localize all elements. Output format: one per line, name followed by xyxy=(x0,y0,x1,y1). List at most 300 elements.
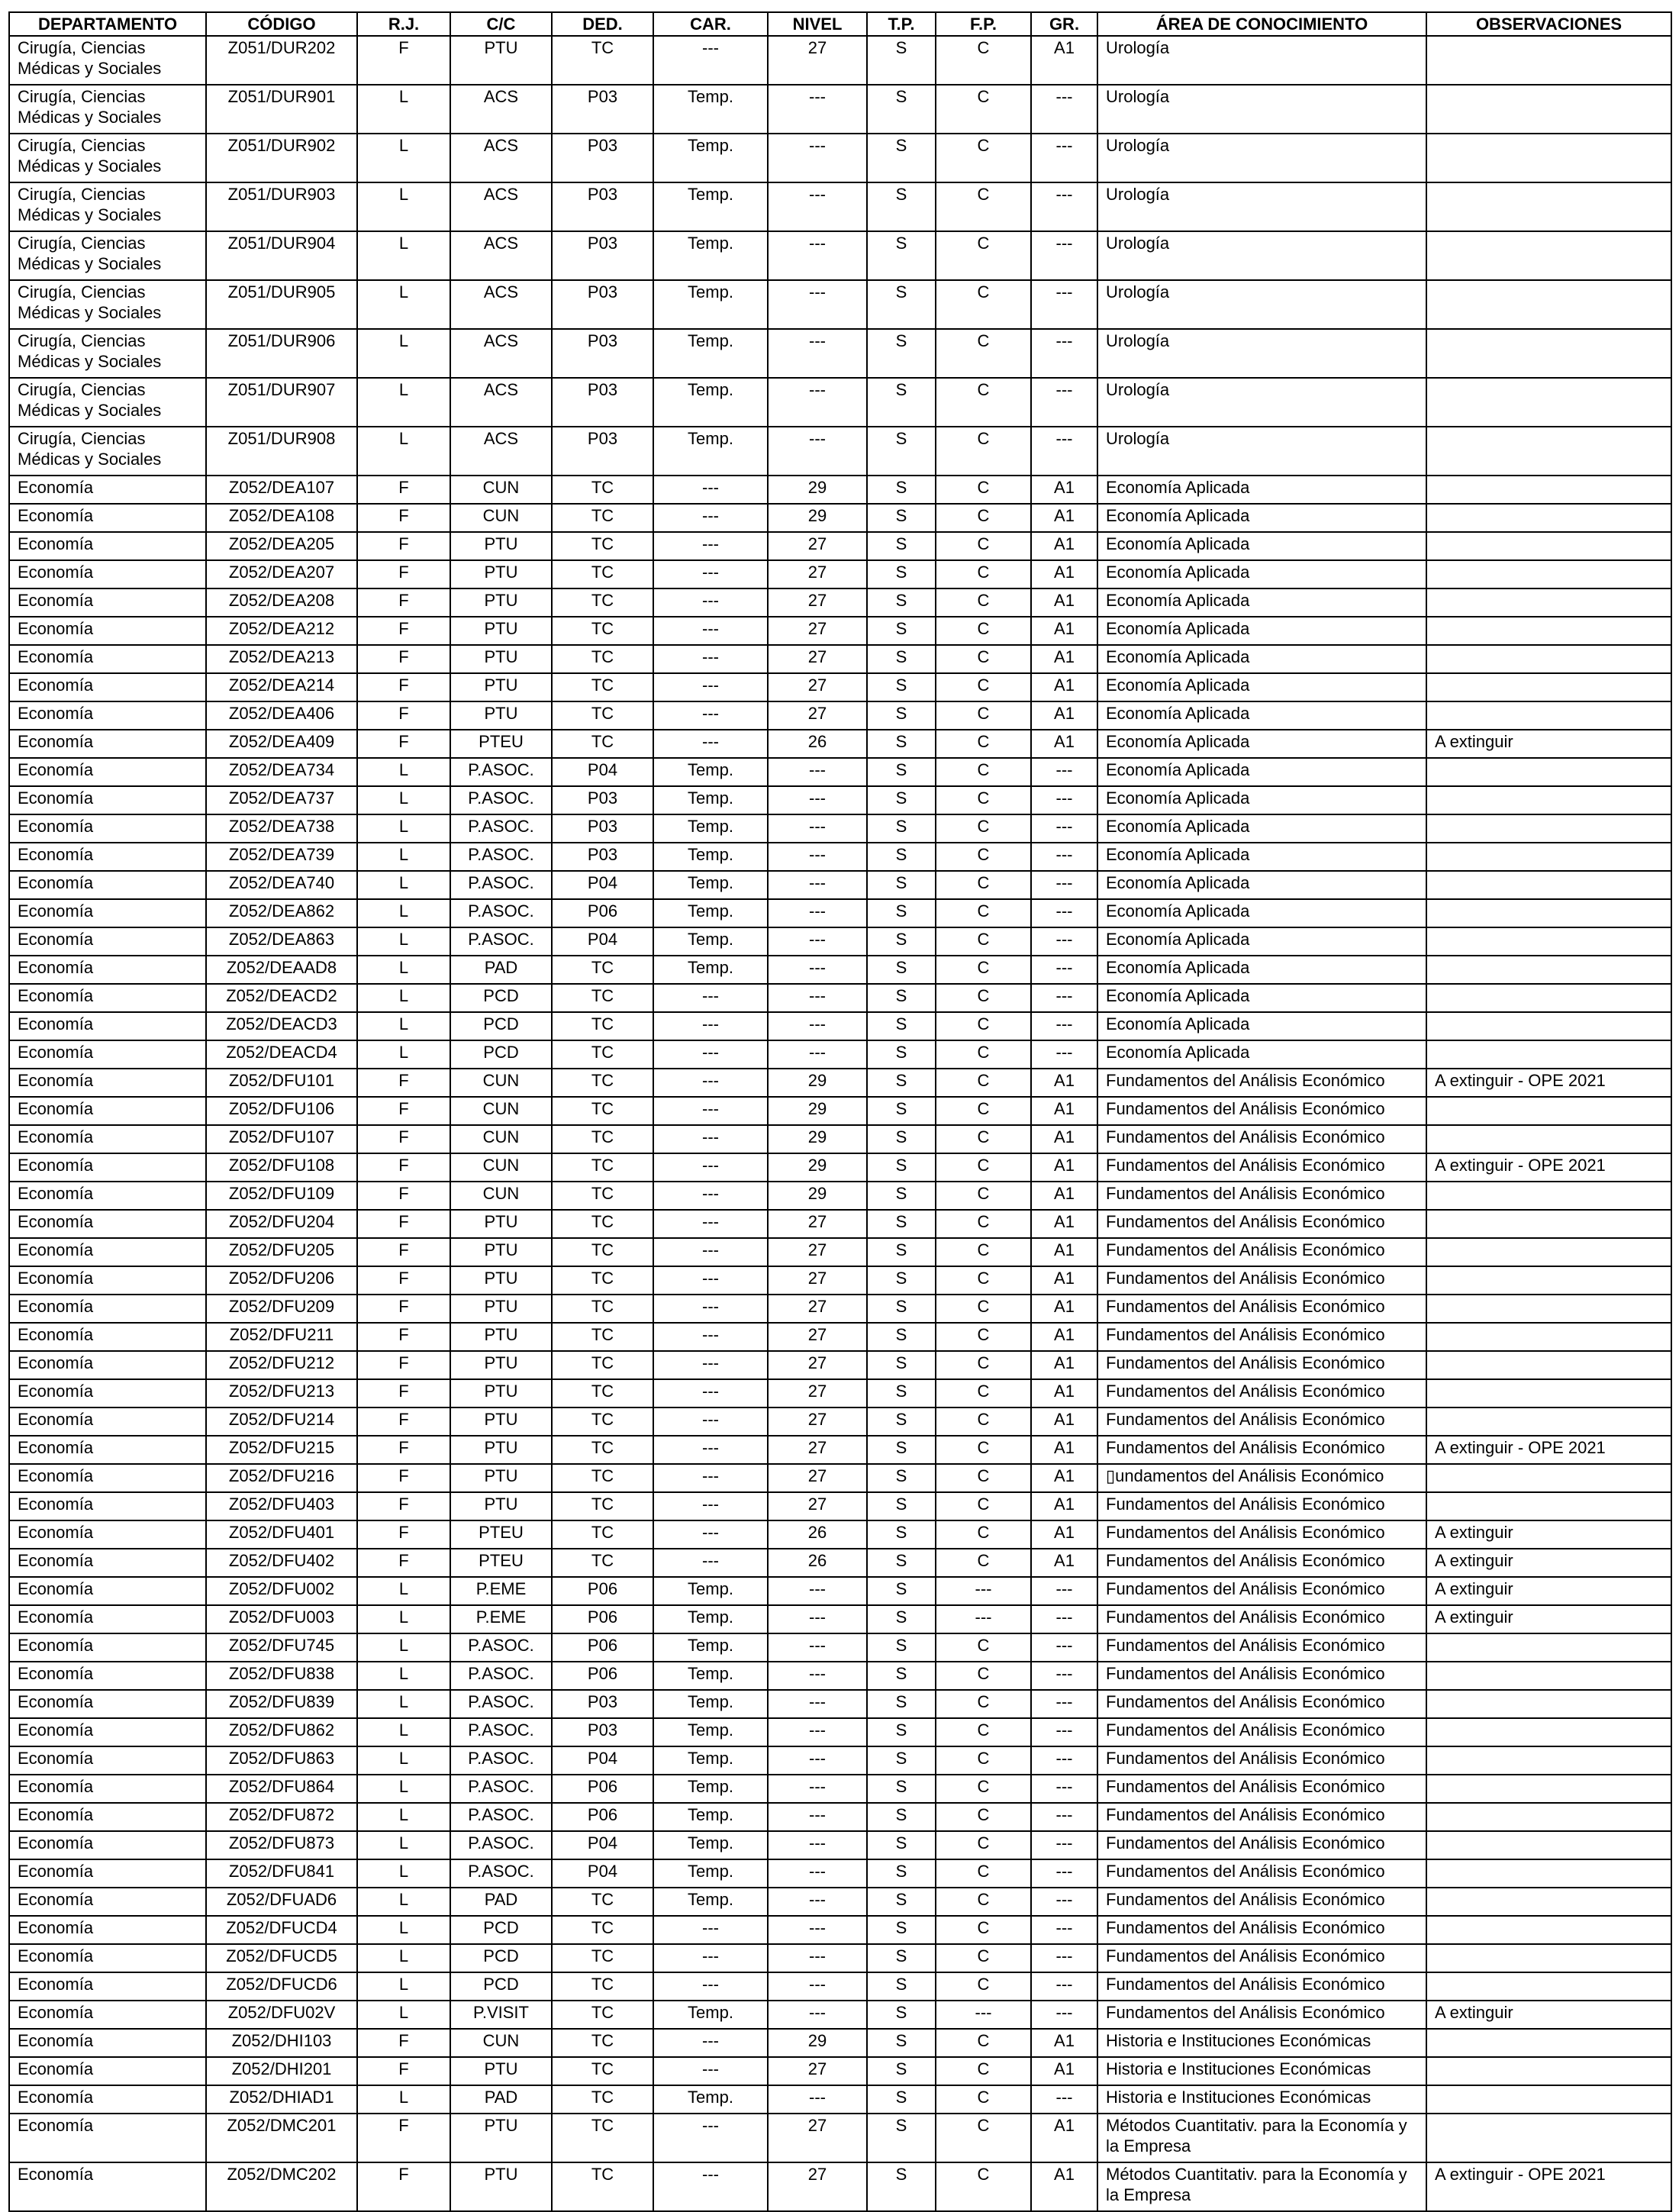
cell-codigo: Z052/DFU841 xyxy=(206,1859,357,1888)
cell-ded: TC xyxy=(552,2057,653,2085)
cell-departamento: Economía xyxy=(9,1916,206,1944)
cell-fp: C xyxy=(936,1238,1031,1266)
cell-car: Temp. xyxy=(653,1803,768,1831)
cell-tp: S xyxy=(867,560,936,588)
table-row xyxy=(9,1972,1671,2001)
table-row xyxy=(9,85,1671,134)
cell-departamento: Economía xyxy=(9,927,206,956)
cell-observaciones xyxy=(1426,1210,1671,1238)
cell-rj: L xyxy=(357,134,450,182)
cell-nivel: 27 xyxy=(768,1351,867,1379)
table-row xyxy=(9,1492,1671,1520)
table-row xyxy=(9,560,1671,588)
cell-gr: A1 xyxy=(1031,1266,1097,1295)
cell-car: Temp. xyxy=(653,1859,768,1888)
cell-departamento: Economía xyxy=(9,1859,206,1888)
cell-ded: TC xyxy=(552,532,653,560)
table-row xyxy=(9,673,1671,701)
cell-cc: CUN xyxy=(450,1097,552,1125)
cell-rj: F xyxy=(357,1238,450,1266)
cell-departamento: Economía xyxy=(9,1040,206,1069)
cell-tp: S xyxy=(867,1605,936,1633)
cell-fp: C xyxy=(936,1012,1031,1040)
cell-area: Fundamentos del Análisis Económico xyxy=(1097,1605,1426,1633)
cell-gr: --- xyxy=(1031,1803,1097,1831)
cell-car: --- xyxy=(653,36,768,85)
cell-gr: --- xyxy=(1031,956,1097,984)
cell-codigo: Z052/DFU862 xyxy=(206,1718,357,1746)
cell-ded: TC xyxy=(552,588,653,617)
cell-area: Fundamentos del Análisis Económico xyxy=(1097,1097,1426,1125)
cell-codigo: Z052/DFUCD5 xyxy=(206,1944,357,1972)
cell-cc: P.ASOC. xyxy=(450,1831,552,1859)
cell-nivel: 27 xyxy=(768,1323,867,1351)
cell-observaciones xyxy=(1426,2057,1671,2085)
cell-area: Historia e Instituciones Económicas xyxy=(1097,2057,1426,2085)
cell-fp: C xyxy=(936,956,1031,984)
table-row xyxy=(9,1153,1671,1182)
cell-departamento: Economía xyxy=(9,1266,206,1295)
cell-ded: TC xyxy=(552,1238,653,1266)
cell-nivel: 27 xyxy=(768,1407,867,1436)
cell-area: Economía Aplicada xyxy=(1097,1040,1426,1069)
cell-codigo: Z052/DFUCD6 xyxy=(206,1972,357,2001)
cell-gr: --- xyxy=(1031,280,1097,329)
col-header-ded: DED. xyxy=(552,12,653,36)
cell-observaciones xyxy=(1426,2114,1671,2162)
cell-observaciones xyxy=(1426,1097,1671,1125)
cell-departamento: Economía xyxy=(9,1492,206,1520)
cell-gr: A1 xyxy=(1031,1182,1097,1210)
cell-car: --- xyxy=(653,1944,768,1972)
cell-tp: S xyxy=(867,588,936,617)
cell-departamento: Cirugía, Ciencias Médicas y Sociales xyxy=(9,378,206,427)
cell-area: Economía Aplicada xyxy=(1097,504,1426,532)
cell-departamento: Economía xyxy=(9,1069,206,1097)
cell-cc: P.ASOC. xyxy=(450,1859,552,1888)
table-row xyxy=(9,1295,1671,1323)
table-row xyxy=(9,1775,1671,1803)
cell-codigo: Z052/DEA406 xyxy=(206,701,357,730)
cell-codigo: Z052/DFU109 xyxy=(206,1182,357,1210)
cell-gr: --- xyxy=(1031,1859,1097,1888)
cell-ded: TC xyxy=(552,1069,653,1097)
cell-codigo: Z052/DFU838 xyxy=(206,1662,357,1690)
cell-area: Fundamentos del Análisis Económico xyxy=(1097,1888,1426,1916)
cell-ded: P04 xyxy=(552,927,653,956)
cell-cc: P.ASOC. xyxy=(450,1718,552,1746)
cell-gr: A1 xyxy=(1031,1407,1097,1436)
cell-rj: L xyxy=(357,378,450,427)
cell-area: Economía Aplicada xyxy=(1097,560,1426,588)
cell-nivel: --- xyxy=(768,758,867,786)
cell-tp: S xyxy=(867,927,936,956)
cell-fp: C xyxy=(936,645,1031,673)
cell-observaciones: A extinguir xyxy=(1426,2001,1671,2029)
cell-fp: C xyxy=(936,1916,1031,1944)
cell-fp: C xyxy=(936,1323,1031,1351)
cell-area: Fundamentos del Análisis Económico xyxy=(1097,1407,1426,1436)
cell-gr: --- xyxy=(1031,1577,1097,1605)
cell-nivel: --- xyxy=(768,1888,867,1916)
cell-tp: S xyxy=(867,2085,936,2114)
cell-observaciones xyxy=(1426,1831,1671,1859)
table-row xyxy=(9,927,1671,956)
cell-fp: C xyxy=(936,378,1031,427)
cell-fp: C xyxy=(936,1520,1031,1549)
cell-cc: P.VISIT xyxy=(450,2001,552,2029)
cell-rj: L xyxy=(357,1012,450,1040)
cell-fp: C xyxy=(936,1210,1031,1238)
cell-area: Economía Aplicada xyxy=(1097,673,1426,701)
cell-car: --- xyxy=(653,1549,768,1577)
cell-observaciones xyxy=(1426,1012,1671,1040)
cell-codigo: Z051/DUR903 xyxy=(206,182,357,231)
cell-codigo: Z052/DFU745 xyxy=(206,1633,357,1662)
cell-gr: A1 xyxy=(1031,532,1097,560)
cell-car: Temp. xyxy=(653,758,768,786)
cell-departamento: Economía xyxy=(9,1436,206,1464)
cell-fp: C xyxy=(936,1295,1031,1323)
cell-rj: L xyxy=(357,231,450,280)
cell-departamento: Economía xyxy=(9,2114,206,2162)
cell-observaciones xyxy=(1426,427,1671,476)
cell-departamento: Economía xyxy=(9,1549,206,1577)
cell-tp: S xyxy=(867,1238,936,1266)
cell-observaciones xyxy=(1426,560,1671,588)
cell-car: --- xyxy=(653,504,768,532)
cell-codigo: Z052/DHI201 xyxy=(206,2057,357,2085)
cell-cc: PTU xyxy=(450,1323,552,1351)
cell-rj: F xyxy=(357,617,450,645)
cell-nivel: --- xyxy=(768,1662,867,1690)
cell-rj: L xyxy=(357,1690,450,1718)
cell-cc: PTU xyxy=(450,588,552,617)
cell-rj: F xyxy=(357,1069,450,1097)
table-row xyxy=(9,1436,1671,1464)
cell-observaciones xyxy=(1426,1238,1671,1266)
cell-departamento: Economía xyxy=(9,1153,206,1182)
cell-gr: A1 xyxy=(1031,1295,1097,1323)
cell-fp: C xyxy=(936,2057,1031,2085)
cell-cc: P.EME xyxy=(450,1605,552,1633)
cell-nivel: 26 xyxy=(768,730,867,758)
table-row xyxy=(9,329,1671,378)
table-row xyxy=(9,730,1671,758)
cell-car: --- xyxy=(653,1125,768,1153)
cell-ded: P04 xyxy=(552,871,653,899)
cell-car: --- xyxy=(653,2114,768,2162)
cell-observaciones xyxy=(1426,1718,1671,1746)
cell-gr: A1 xyxy=(1031,617,1097,645)
cell-codigo: Z052/DFU209 xyxy=(206,1295,357,1323)
cell-car: --- xyxy=(653,673,768,701)
cell-codigo: Z052/DEA208 xyxy=(206,588,357,617)
cell-gr: A1 xyxy=(1031,1238,1097,1266)
cell-area: Economía Aplicada xyxy=(1097,786,1426,814)
cell-cc: PTU xyxy=(450,1210,552,1238)
cell-cc: CUN xyxy=(450,1182,552,1210)
cell-codigo: Z052/DFU206 xyxy=(206,1266,357,1295)
cell-rj: F xyxy=(357,701,450,730)
cell-area: Fundamentos del Análisis Económico xyxy=(1097,1125,1426,1153)
table-row xyxy=(9,1351,1671,1379)
cell-cc: ACS xyxy=(450,378,552,427)
cell-fp: C xyxy=(936,1436,1031,1464)
cell-ded: TC xyxy=(552,1125,653,1153)
cell-fp: C xyxy=(936,1266,1031,1295)
cell-codigo: Z052/DEA214 xyxy=(206,673,357,701)
cell-rj: L xyxy=(357,871,450,899)
cell-nivel: 27 xyxy=(768,1464,867,1492)
cell-cc: P.ASOC. xyxy=(450,1746,552,1775)
cell-ded: TC xyxy=(552,701,653,730)
cell-departamento: Economía xyxy=(9,956,206,984)
cell-tp: S xyxy=(867,85,936,134)
cell-tp: S xyxy=(867,1972,936,2001)
cell-rj: F xyxy=(357,673,450,701)
cell-ded: P06 xyxy=(552,1662,653,1690)
cell-area: Fundamentos del Análisis Económico xyxy=(1097,1633,1426,1662)
cell-observaciones xyxy=(1426,504,1671,532)
cell-tp: S xyxy=(867,2029,936,2057)
cell-tp: S xyxy=(867,673,936,701)
cell-fp: C xyxy=(936,1690,1031,1718)
cell-cc: PTU xyxy=(450,1379,552,1407)
cell-tp: S xyxy=(867,1210,936,1238)
cell-car: --- xyxy=(653,588,768,617)
table-row xyxy=(9,1718,1671,1746)
cell-tp: S xyxy=(867,984,936,1012)
cell-observaciones xyxy=(1426,1323,1671,1351)
cell-car: Temp. xyxy=(653,2001,768,2029)
table-row xyxy=(9,1012,1671,1040)
cell-cc: PTEU xyxy=(450,730,552,758)
cell-ded: P04 xyxy=(552,1831,653,1859)
cell-ded: P03 xyxy=(552,182,653,231)
cell-tp: S xyxy=(867,1266,936,1295)
cell-ded: P06 xyxy=(552,1775,653,1803)
cell-car: --- xyxy=(653,1492,768,1520)
cell-cc: PTU xyxy=(450,701,552,730)
table-row xyxy=(9,1831,1671,1859)
cell-departamento: Economía xyxy=(9,1407,206,1436)
table-row xyxy=(9,843,1671,871)
cell-observaciones xyxy=(1426,1859,1671,1888)
cell-area: Fundamentos del Análisis Económico xyxy=(1097,1803,1426,1831)
cell-area: Economía Aplicada xyxy=(1097,476,1426,504)
cell-gr: A1 xyxy=(1031,1153,1097,1182)
cell-gr: --- xyxy=(1031,1718,1097,1746)
cell-rj: L xyxy=(357,280,450,329)
col-header-departamento: DEPARTAMENTO xyxy=(9,12,206,36)
cell-nivel: --- xyxy=(768,1690,867,1718)
cell-gr: --- xyxy=(1031,378,1097,427)
cell-ded: TC xyxy=(552,2001,653,2029)
cell-departamento: Cirugía, Ciencias Médicas y Sociales xyxy=(9,231,206,280)
cell-cc: P.ASOC. xyxy=(450,1633,552,1662)
cell-observaciones xyxy=(1426,927,1671,956)
cell-cc: PTU xyxy=(450,560,552,588)
cell-gr: A1 xyxy=(1031,504,1097,532)
cell-ded: TC xyxy=(552,1097,653,1125)
cell-ded: TC xyxy=(552,1012,653,1040)
cell-area: Métodos Cuantitativ. para la Economía y la Empresa xyxy=(1097,2114,1426,2162)
cell-codigo: Z052/DEA737 xyxy=(206,786,357,814)
col-header-fp: F.P. xyxy=(936,12,1031,36)
cell-observaciones xyxy=(1426,1351,1671,1379)
cell-tp: S xyxy=(867,1407,936,1436)
cell-departamento: Cirugía, Ciencias Médicas y Sociales xyxy=(9,280,206,329)
cell-nivel: --- xyxy=(768,984,867,1012)
table-row xyxy=(9,2114,1671,2162)
cell-departamento: Economía xyxy=(9,843,206,871)
col-header-gr: GR. xyxy=(1031,12,1097,36)
cell-gr: --- xyxy=(1031,1746,1097,1775)
cell-gr: A1 xyxy=(1031,1379,1097,1407)
cell-area: Economía Aplicada xyxy=(1097,956,1426,984)
table-row xyxy=(9,1097,1671,1125)
cell-codigo: Z052/DEA739 xyxy=(206,843,357,871)
table-row xyxy=(9,984,1671,1012)
cell-fp: C xyxy=(936,1775,1031,1803)
header-row xyxy=(9,12,1671,36)
cell-fp: C xyxy=(936,36,1031,85)
cell-nivel: --- xyxy=(768,927,867,956)
cell-codigo: Z052/DFU402 xyxy=(206,1549,357,1577)
cell-observaciones xyxy=(1426,814,1671,843)
cell-rj: F xyxy=(357,1097,450,1125)
cell-rj: F xyxy=(357,1407,450,1436)
cell-gr: --- xyxy=(1031,85,1097,134)
cell-area: Fundamentos del Análisis Económico xyxy=(1097,1520,1426,1549)
cell-gr: A1 xyxy=(1031,1549,1097,1577)
cell-departamento: Economía xyxy=(9,1323,206,1351)
cell-gr: --- xyxy=(1031,1916,1097,1944)
cell-fp: C xyxy=(936,1351,1031,1379)
cell-gr: --- xyxy=(1031,1662,1097,1690)
cell-observaciones xyxy=(1426,182,1671,231)
cell-car: --- xyxy=(653,532,768,560)
cell-departamento: Economía xyxy=(9,899,206,927)
cell-nivel: --- xyxy=(768,843,867,871)
cell-car: Temp. xyxy=(653,1662,768,1690)
col-header-cc: C/C xyxy=(450,12,552,36)
cell-gr: --- xyxy=(1031,1831,1097,1859)
cell-tp: S xyxy=(867,1351,936,1379)
cell-codigo: Z052/DFU863 xyxy=(206,1746,357,1775)
cell-fp: C xyxy=(936,1831,1031,1859)
cell-observaciones xyxy=(1426,36,1671,85)
cell-departamento: Economía xyxy=(9,1831,206,1859)
cell-car: Temp. xyxy=(653,280,768,329)
cell-rj: L xyxy=(357,1916,450,1944)
cell-ded: TC xyxy=(552,1295,653,1323)
cell-ded: TC xyxy=(552,1436,653,1464)
cell-area: Fundamentos del Análisis Económico xyxy=(1097,1577,1426,1605)
cell-cc: PCD xyxy=(450,1916,552,1944)
cell-departamento: Economía xyxy=(9,1464,206,1492)
cell-observaciones xyxy=(1426,1295,1671,1323)
cell-observaciones xyxy=(1426,673,1671,701)
cell-area: Fundamentos del Análisis Económico xyxy=(1097,1859,1426,1888)
cell-fp: C xyxy=(936,730,1031,758)
cell-area: Fundamentos del Análisis Económico xyxy=(1097,1718,1426,1746)
cell-tp: S xyxy=(867,2162,936,2211)
cell-tp: S xyxy=(867,1379,936,1407)
cell-fp: C xyxy=(936,2162,1031,2211)
cell-area: Fundamentos del Análisis Económico xyxy=(1097,1436,1426,1464)
cell-nivel: --- xyxy=(768,1803,867,1831)
cell-cc: CUN xyxy=(450,1125,552,1153)
cell-car: --- xyxy=(653,1040,768,1069)
col-header-codigo: CÓDIGO xyxy=(206,12,357,36)
cell-cc: ACS xyxy=(450,182,552,231)
cell-observaciones xyxy=(1426,1803,1671,1831)
cell-departamento: Economía xyxy=(9,1746,206,1775)
cell-nivel: 29 xyxy=(768,1097,867,1125)
table-row xyxy=(9,1323,1671,1351)
cell-nivel: --- xyxy=(768,329,867,378)
cell-fp: C xyxy=(936,1859,1031,1888)
cell-rj: L xyxy=(357,843,450,871)
table-row xyxy=(9,280,1671,329)
cell-observaciones xyxy=(1426,871,1671,899)
cell-rj: L xyxy=(357,899,450,927)
cell-gr: A1 xyxy=(1031,1069,1097,1097)
cell-departamento: Economía xyxy=(9,1718,206,1746)
cell-gr: --- xyxy=(1031,231,1097,280)
cell-area: Fundamentos del Análisis Económico xyxy=(1097,1238,1426,1266)
cell-car: Temp. xyxy=(653,1775,768,1803)
cell-area: Fundamentos del Análisis Económico xyxy=(1097,1916,1426,1944)
cell-gr: A1 xyxy=(1031,1097,1097,1125)
cell-observaciones: A extinguir - OPE 2021 xyxy=(1426,1153,1671,1182)
table-row xyxy=(9,1407,1671,1436)
cell-gr: A1 xyxy=(1031,1492,1097,1520)
cell-car: --- xyxy=(653,1238,768,1266)
cell-tp: S xyxy=(867,2114,936,2162)
cell-cc: P.ASOC. xyxy=(450,786,552,814)
cell-observaciones xyxy=(1426,1775,1671,1803)
cell-fp: C xyxy=(936,1888,1031,1916)
cell-tp: S xyxy=(867,476,936,504)
cell-car: --- xyxy=(653,2162,768,2211)
cell-observaciones xyxy=(1426,134,1671,182)
cell-area: Fundamentos del Análisis Económico xyxy=(1097,1210,1426,1238)
cell-rj: L xyxy=(357,1662,450,1690)
cell-area: Fundamentos del Análisis Económico xyxy=(1097,1351,1426,1379)
cell-departamento: Economía xyxy=(9,1690,206,1718)
cell-nivel: --- xyxy=(768,1775,867,1803)
cell-tp: S xyxy=(867,231,936,280)
cell-codigo: Z051/DUR908 xyxy=(206,427,357,476)
cell-ded: TC xyxy=(552,476,653,504)
cell-nivel: 27 xyxy=(768,2162,867,2211)
table-row xyxy=(9,378,1671,427)
cell-cc: P.ASOC. xyxy=(450,1662,552,1690)
cell-fp: C xyxy=(936,1069,1031,1097)
cell-nivel: 27 xyxy=(768,1238,867,1266)
cell-cc: PTU xyxy=(450,1351,552,1379)
cell-rj: F xyxy=(357,1520,450,1549)
cell-tp: S xyxy=(867,1662,936,1690)
cell-nivel: --- xyxy=(768,1577,867,1605)
cell-ded: P03 xyxy=(552,378,653,427)
cell-tp: S xyxy=(867,182,936,231)
cell-gr: --- xyxy=(1031,1633,1097,1662)
cell-tp: S xyxy=(867,1464,936,1492)
